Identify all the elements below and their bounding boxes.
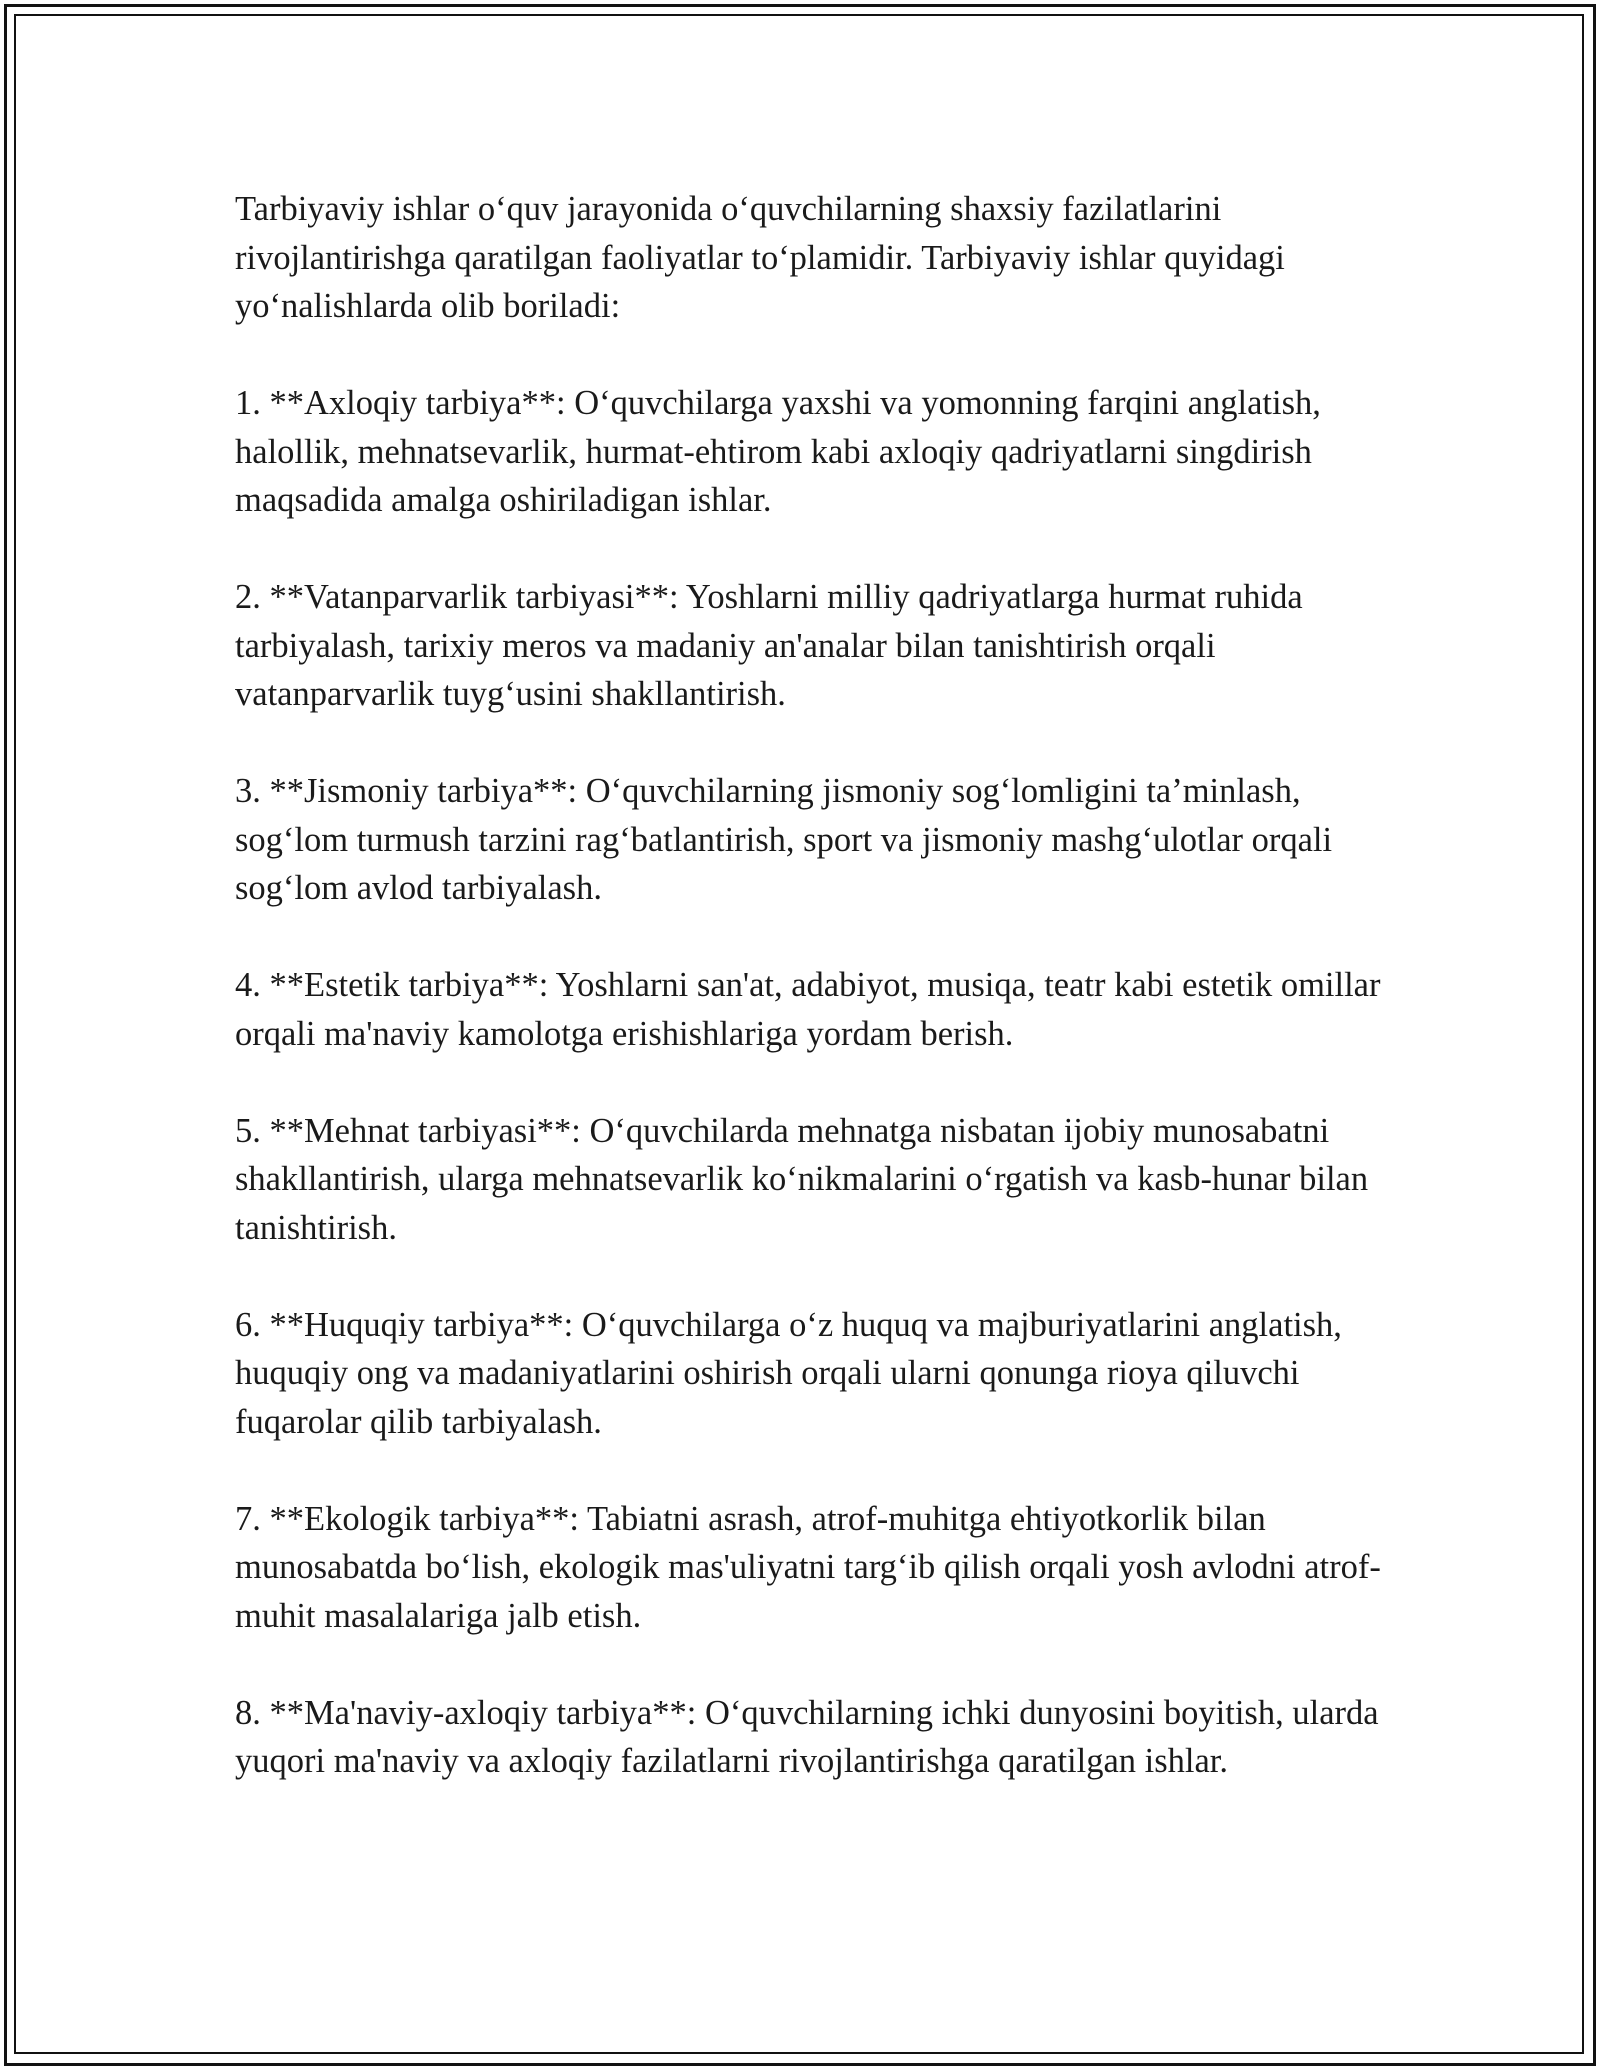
- list-item-jismoniy: 3. **Jismoniy tarbiya**: O‘quvchilarning jismoniy sog‘lomligini ta’minlash, sog‘lom turmush tarzini rag‘batlantirish, sport va jismoniy mashg‘ulotlar orqali sog‘lom avlod tarbiyalash.: [235, 772, 1333, 907]
- document-body: [235, 185, 1410, 1786]
- list-item-estetik: 4. **Estetik tarbiya**: Yoshlarni san'at, adabiyot, musiqa, teatr kabi estetik omillar orqali ma'naviy kamolotga erishishlariga yordam berish.: [235, 966, 1381, 1053]
- list-item-manaviy: 8. **Ma'naviy-axloqiy tarbiya**: O‘quvchilarning ichki dunyosini boyitish, ularda yuqori ma'naviy va axloqiy fazilatlarni rivojlantirishga qaratilgan ishlar.: [235, 1693, 1379, 1780]
- list-item-huquqiy: 6. **Huquqiy tarbiya**: O‘quvchilarga o‘z huquq va majburiyatlarini anglatish, huquqiy ong va madaniyatlarini oshirish orqali ularni qonunga rioya qiluvchi fuqarolar qilib tarbiyalash.: [235, 1305, 1342, 1441]
- list-item-mehnat: 5. **Mehnat tarbiyasi**: O‘quvchilarda mehnatga nisbatan ijobiy munosabatni shakllantirish, ularga mehnatsevarlik ko‘nikmalarini o‘rgatish va kasb-hunar bilan tanishtirish.: [235, 1111, 1369, 1247]
- list-item-axloqiy: 1. **Axloqiy tarbiya**: O‘quvchilarga yaxshi va yomonning farqini anglatish, halollik, mehnatsevarlik, hurmat-ehtirom kabi axloqiy qadriyatlarni singdirish maqsadida amalga oshiriladigan ishlar.: [235, 384, 1321, 519]
- intro-paragraph: Tarbiyaviy ishlar o‘quv jarayonida o‘quvchilarning shaxsiy fazilatlarini rivojlantirishga qaratilgan faoliyatlar to‘plamidir. Tarbiyaviy ishlar quyidagi yo‘nalishlarda olib boriladi:: [235, 190, 1285, 325]
- list-item-vatanparvarlik: 2. **Vatanparvarlik tarbiyasi**: Yoshlarni milliy qadriyatlarga hurmat ruhida tarbiyalash, tarixiy meros va madaniy an'analar bilan tanishtirish orqali vatanparvarlik tuyg‘usini shakllantirish.: [235, 578, 1303, 713]
- list-item-ekologik: 7. **Ekologik tarbiya**: Tabiatni asrash, atrof-muhitga ehtiyotkorlik bilan munosabatda bo‘lish, ekologik mas'uliyatni targ‘ib qilish orqali yosh avlodni atrof-muhit masalalariga jalb etish.: [235, 1499, 1381, 1635]
